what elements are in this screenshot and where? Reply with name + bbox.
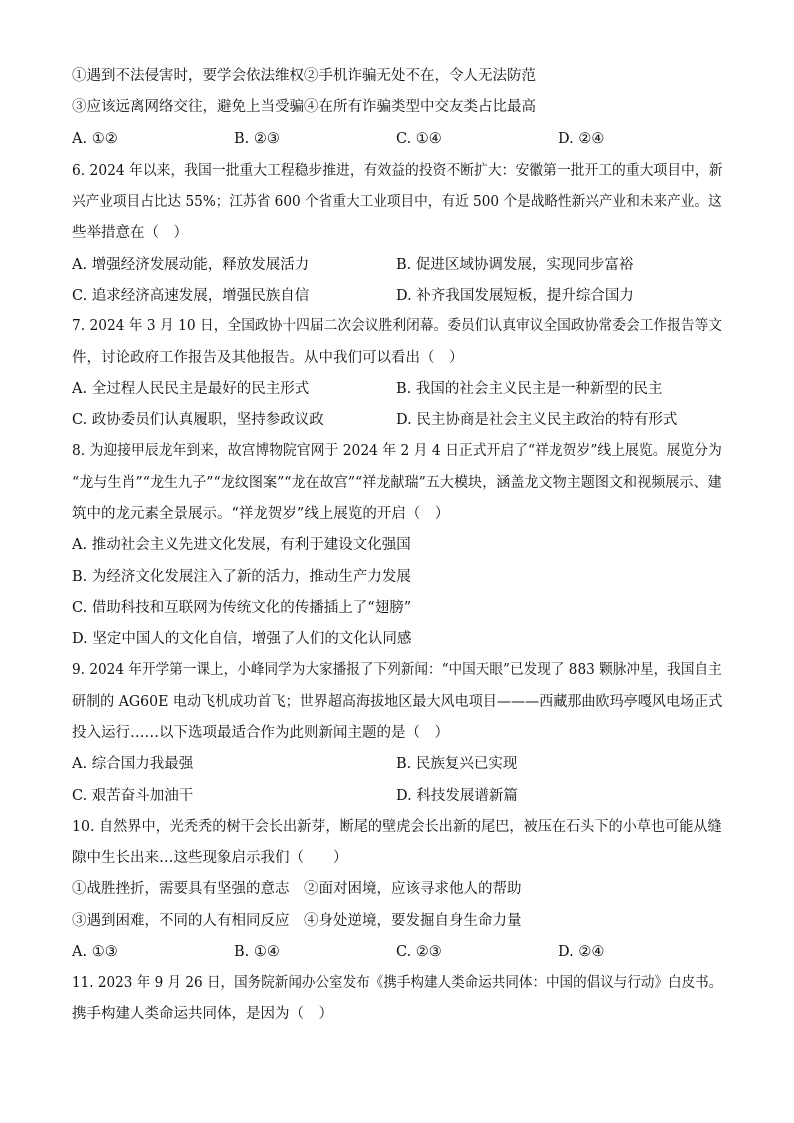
q6-stem-line-1: 6. 2024 年以来，我国一批重大工程稳步推进，有效益的投资不断扩大：安徽第一批开工的重大项目中，新 <box>72 163 723 179</box>
q10-statement-1: ①战胜挫折，需要具有坚强的意志 ②面对困境，应该寻求他人的帮助 <box>72 881 522 897</box>
q5-statement-1: ①遇到不法侵害时，要学会依法维权②手机诈骗无处不在，令人无法防范 <box>72 68 536 84</box>
q8-option-a: A. 推动社会主义先进文化发展，有利于建设文化强国 <box>72 537 411 553</box>
q5-option-b: B. ②③ <box>234 131 280 147</box>
q9-stem-line-1: 9. 2024 年开学第一课上，小峰同学为大家播报了下列新闻：“中国天眼”已发现了 883 颗脉冲星，我国自主 <box>72 662 722 678</box>
q10-option-d: D. ②④ <box>558 944 605 960</box>
q10-statement-2: ③遇到困难，不同的人有相同反应 ④身处逆境，要发掘自身生命力量 <box>72 913 522 929</box>
q10-option-c: C. ②③ <box>396 944 442 960</box>
q9-option-c: C. 艰苦奋斗加油干 <box>72 788 194 804</box>
q10-stem-line-2: 隙中生长出来…这些现象启示我们（ ） <box>72 850 348 866</box>
q9-stem-line-3: 投入运行……以下选项最适合作为此则新闻主题的是（ ） <box>72 725 449 741</box>
q9-stem-line-2: 研制的 AG60E 电动飞机成功首飞；世界超高海拔地区最大风电项目———西藏那曲欧玛亭嘎风电场正式 <box>72 694 723 710</box>
q5-option-d: D. ②④ <box>558 131 605 147</box>
q8-stem-line-2: “龙与生肖”“龙生九子”“龙纹图案”“龙在故宫”“祥龙献瑞”五大模块，涵盖龙文物主题图文和视频展示、建 <box>72 475 722 491</box>
q9-option-d: D. 科技发展谱新篇 <box>396 788 518 804</box>
q9-option-b: B. 民族复兴已实现 <box>396 756 518 772</box>
q5-option-a: A. ①② <box>72 131 118 147</box>
q5-statement-2: ③应该远离网络交往，避免上当受骗④在所有诈骗类型中交友类占比最高 <box>72 99 536 115</box>
q10-option-b: B. ①④ <box>234 944 280 960</box>
q8-stem-line-1: 8. 为迎接甲辰龙年到来，故宫博物院官网于 2024 年 2 月 4 日正式开启了“祥龙贺岁”线上展览。展览分为 <box>72 443 722 459</box>
q7-stem-line-1: 7. 2024 年 3 月 10 日，全国政协十四届二次会议胜利闭幕。委员们认真审议全国政协常委会工作报告等文 <box>72 318 723 334</box>
q8-stem-line-3: 筑中的龙元素全景展示。“祥龙贺岁”线上展览的开启（ ） <box>72 506 450 522</box>
q10-stem-line-1: 10. 自然界中，光秃秃的树干会长出新芽，断尾的壁虎会长出新的尾巴，被压在石头下的小草也可能从缝 <box>72 819 722 835</box>
q11-stem-line-1: 11. 2023 年 9 月 26 日，国务院新闻办公室发布《携手构建人类命运共同体：中国的倡议与行动》白皮书。 <box>72 975 723 991</box>
q7-option-b: B. 我国的社会主义民主是一种新型的民主 <box>396 381 663 397</box>
q7-option-c: C. 政协委员们认真履职，坚持参政议政 <box>72 412 324 428</box>
q8-option-d: D. 坚定中国人的文化自信，增强了人们的文化认同感 <box>72 631 412 647</box>
q7-option-a: A. 全过程人民民主是最好的民主形式 <box>72 381 310 397</box>
q6-stem-line-2: 兴产业项目占比达 55%；江苏省 600 个省重大工业项目中，有近 500 个是战略性新兴产业和未来产业。这 <box>72 194 722 210</box>
q11-stem-line-2: 携手构建人类命运共同体，是因为（ ） <box>72 1006 333 1022</box>
q6-stem-line-3: 些举措意在（ ） <box>72 225 188 241</box>
q5-option-c: C. ①④ <box>396 131 442 147</box>
q7-stem-line-2: 件，讨论政府工作报告及其他报告。从中我们可以看出（ ） <box>72 350 464 366</box>
q7-option-d: D. 民主协商是社会主义民主政治的特有形式 <box>396 412 678 428</box>
q9-option-a: A. 综合国力我最强 <box>72 756 194 772</box>
q6-option-b: B. 促进区域协调发展，实现同步富裕 <box>396 257 634 273</box>
q10-option-a: A. ①③ <box>72 944 118 960</box>
q6-option-a: A. 增强经济发展动能，释放发展活力 <box>72 257 310 273</box>
q6-option-d: D. 补齐我国发展短板，提升综合国力 <box>396 288 634 304</box>
q8-option-b: B. 为经济文化发展注入了新的活力，推动生产力发展 <box>72 569 411 585</box>
q8-option-c: C. 借助科技和互联网为传统文化的传播插上了“翅膀” <box>72 600 412 616</box>
q6-option-c: C. 追求经济高速发展，增强民族自信 <box>72 288 310 304</box>
